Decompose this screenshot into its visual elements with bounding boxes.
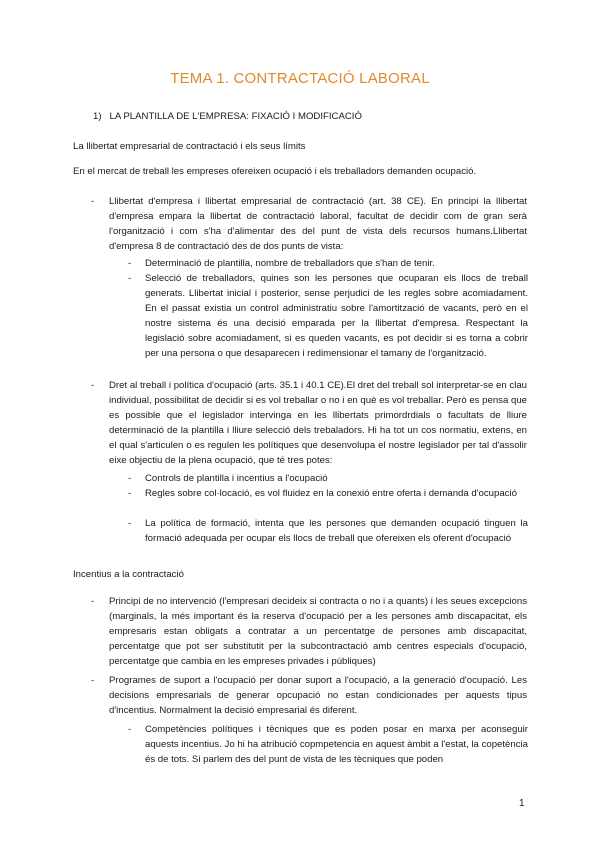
intro-paragraph: En el mercat de treball les empreses ofereixen ocupació i els treballadors demanden ocupació. — [73, 166, 477, 177]
subheading-incentius: Incentius a la contractació — [73, 569, 184, 580]
bullet-marker: - — [91, 380, 95, 391]
bullet-marker: - — [91, 675, 95, 686]
sub-bullet-determinacio: Determinació de plantilla, nombre de treballadors que s'han de tenir. — [145, 258, 435, 269]
sub-bullet-marker: - — [128, 258, 132, 269]
subheading-llibertat: La llibertat empresarial de contractació i els seus límits — [73, 141, 306, 152]
sub-bullet-seleccio: Selecció de treballadors, quines son les persones que ocuparan els llocs de treball generats. Llibertat inicial i posterior, sense perjudici de les regles sobre acomiadament. En el passat existia un control administratiu sobre l'amortització de vacants, però en el nostre sistema és una decisió emparada per la llibertat d'empresa. Respectant la legislació sobre acomiadament, si es queden vacants, es pot decidir si es torna a cobrir per una persona o que desaparecen i redimensionar el tamany de l'organització. — [145, 273, 528, 359]
sub-bullet-formacio: La política de formació, intenta que les persones que demanden ocupació tinguen la formació adequada per ocupar els llocs de treball que ofereixen els oferent d'ocupació — [145, 518, 528, 544]
bullet-marker: - — [91, 596, 95, 607]
sub-bullet-marker: - — [128, 488, 132, 499]
sub-bullet-marker: - — [128, 518, 132, 529]
sub-bullet-collocacio: Regles sobre col·locació, es vol fluidez en la conexió entre oferta i demanda d'ocupació — [145, 488, 517, 499]
section-heading: 1) LA PLANTILLA DE L'EMPRESA: FIXACIÓ I MODIFICACIÓ — [93, 111, 362, 122]
sub-bullet-marker: - — [128, 473, 132, 484]
sub-bullet-marker: - — [128, 273, 132, 284]
page-number: 1 — [519, 798, 525, 809]
page-title: TEMA 1. CONTRACTACIÓ LABORAL — [170, 70, 430, 87]
bullet-no-intervencio: Principi de no intervenció (l'empresari decideix si contracta o no i a quants) i les seues excepcions (marginals, la més important és la reserva d'ocupació per a les persones amb discapacitat, els empresaris estan obligats a contratar a un percentatge de persones amb discapacitat, percentatge que pot ser substitutit per la subcontractació amb centres especials d'ocupació, percentatge que cambia en les empreses privades i públiques) — [109, 596, 527, 667]
sub-bullet-competencies: Competències polítiques i tècniques que es poden posar en marxa per aconseguir aquests incentius. Jo hi ha atribució copmpetencia en aquest àmbit a l'estat, la copetència és de tots. Si parlem des del punt de vista de les tècniques que poden — [145, 724, 528, 765]
bullet-marker: - — [91, 196, 95, 207]
sub-bullet-marker: - — [128, 724, 132, 735]
sub-bullet-controls: Controls de plantilla i incentius a l'ocupació — [145, 473, 328, 484]
bullet-llibertat-empresa: Llibertat d'empresa i llibertat empresarial de contractació (art. 38 CE). En principi la llibertat d'empresa empara la llibertat de contractació laboral, facultat de decidir com de gran serà l'organització i com s'ha d'alimentar des del punt de vista dels recursos humans.Llibertat d'empresa 8 de contractació des de dos punts de vista: — [109, 196, 527, 252]
bullet-programes-suport: Programes de suport a l'ocupació per donar suport a l'ocupació, a la generació d'ocupació. Les decisions empresarials de generar opcupació no estan condicionades per aquests tipus d'incentius. Normalment la decisió empresarial és diferent. — [109, 675, 527, 716]
bullet-dret-treball: Dret al treball i política d'ocupació (arts. 35.1 i 40.1 CE).El dret del treball sol interpretar-se en clau individual, possibilitat de decidir si es vol treballar o no i en què es vol treballar. Però es pensa que es possible que el legislador intervinga en les llibertats primordrdials o facultats de lliure determinació de la plantilla i lliure selecció dels trebaladors. Hi ha tot un cos normatiu, extens, en el qual s'articulen o es regulen les polítiques que desenvolupa el nostre legislador per tal d'assolir eixe objectiu de la plena ocupació, que té tres potes: — [109, 380, 527, 466]
